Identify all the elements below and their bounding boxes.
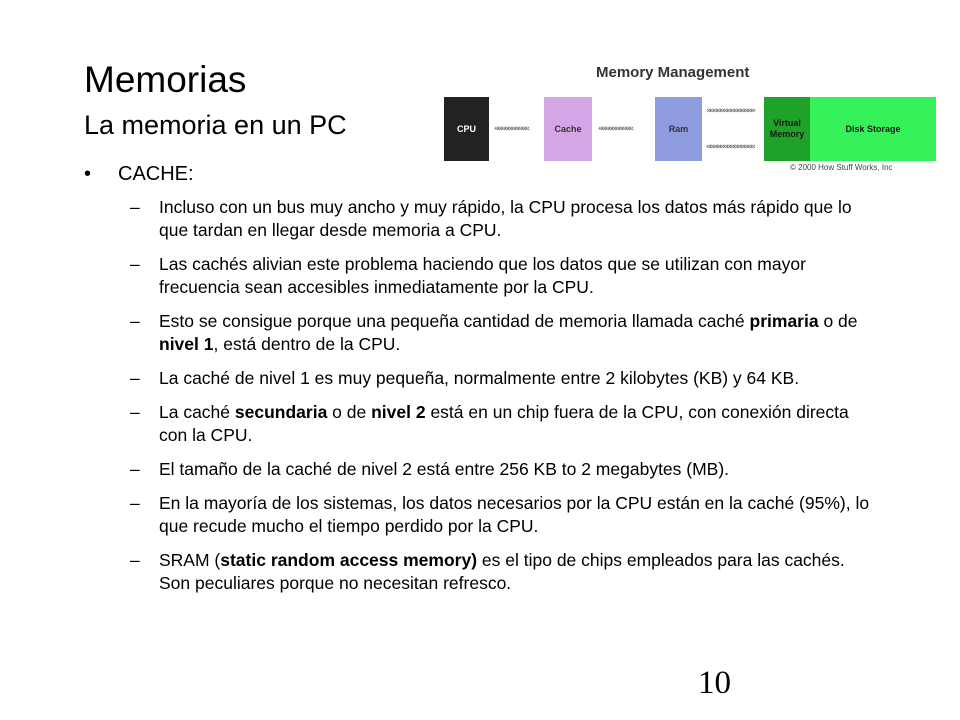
item-text: o de — [818, 311, 858, 331]
memory-management-diagram — [440, 60, 936, 178]
virtual-memory-box: Virtual Memory — [764, 97, 810, 161]
item-text: El tamaño de la caché de nivel 2 está entre 256 KB to 2 megabytes (MB). — [159, 459, 730, 479]
slide-subtitle: La memoria en un PC — [84, 110, 347, 140]
ram-virtual-arrows-right: »»»»»»»»»»»»»» — [706, 106, 754, 116]
diagram-title: Memory Management — [596, 64, 750, 81]
item-text: es el tipo de chips empleados para las cachés. Son peculiares porque no necesitan refresco. — [159, 550, 845, 593]
disk-storage-box: Disk Storage — [810, 97, 936, 161]
item-text: En la mayoría de los sistemas, los datos necesarios por la CPU están en la caché (95%), lo que recude mucho el tiempo perdido por la CPU. — [159, 493, 870, 536]
list-item — [130, 367, 870, 390]
emphasis-text: static random access memory) — [220, 550, 478, 570]
list-item — [130, 401, 870, 447]
item-text: Las cachés alivian este problema haciendo que los datos que se utilizan con mayor frecuencia sean accesibles inmediatamente por la CPU. — [159, 254, 806, 297]
dash-marker: – — [130, 493, 140, 513]
list-item — [130, 458, 870, 481]
bullet-dot-icon: • — [84, 163, 92, 185]
dash-marker: – — [130, 459, 140, 479]
cache-subitems-list — [130, 196, 870, 606]
emphasis-text: primaria — [749, 311, 819, 331]
item-text: , está dentro de la CPU. — [213, 334, 401, 354]
item-text: La caché — [159, 402, 235, 422]
dash-marker: – — [130, 550, 140, 570]
item-text: está en un chip fuera de la CPU, con conexión directa con la CPU. — [159, 402, 849, 445]
page-number: 10 — [698, 665, 731, 701]
slide-title: Memorias — [84, 59, 247, 100]
cpu-box: CPU — [444, 97, 489, 161]
list-item — [130, 253, 870, 299]
item-text: La caché de nivel 1 es muy pequeña, normalmente entre 2 kilobytes (KB) y 64 KB. — [159, 368, 800, 388]
dash-marker: – — [130, 368, 140, 388]
diagram-copyright: © 2000 How Stuff Works, Inc — [790, 163, 893, 172]
emphasis-text: nivel 2 — [371, 402, 426, 422]
dash-marker: – — [130, 402, 140, 422]
ram-virtual-arrows-left: «««««««««««««« — [706, 142, 754, 152]
emphasis-text: secundaria — [234, 402, 328, 422]
list-item — [130, 196, 870, 242]
emphasis-text: nivel 1 — [159, 334, 214, 354]
list-item — [130, 492, 870, 538]
list-item — [130, 549, 870, 595]
list-item — [130, 310, 870, 356]
ram-box: Ram — [655, 97, 702, 161]
dash-marker: – — [130, 254, 140, 274]
item-text: Esto se consigue porque una pequeña cantidad de memoria llamada caché — [159, 311, 750, 331]
cache-ram-arrows: «««««««««« — [598, 124, 633, 134]
item-text: o de — [327, 402, 372, 422]
cache-box: Cache — [544, 97, 592, 161]
item-text: SRAM ( — [159, 550, 221, 570]
cpu-cache-arrows: «««««««««« — [494, 124, 529, 134]
item-text: Incluso con un bus muy ancho y muy rápido, la CPU procesa los datos más rápido que lo que tardan en llegar desde memoria a CPU. — [159, 197, 852, 240]
bullet-heading: CACHE: — [118, 163, 194, 185]
dash-marker: – — [130, 311, 140, 331]
dash-marker: – — [130, 197, 140, 217]
